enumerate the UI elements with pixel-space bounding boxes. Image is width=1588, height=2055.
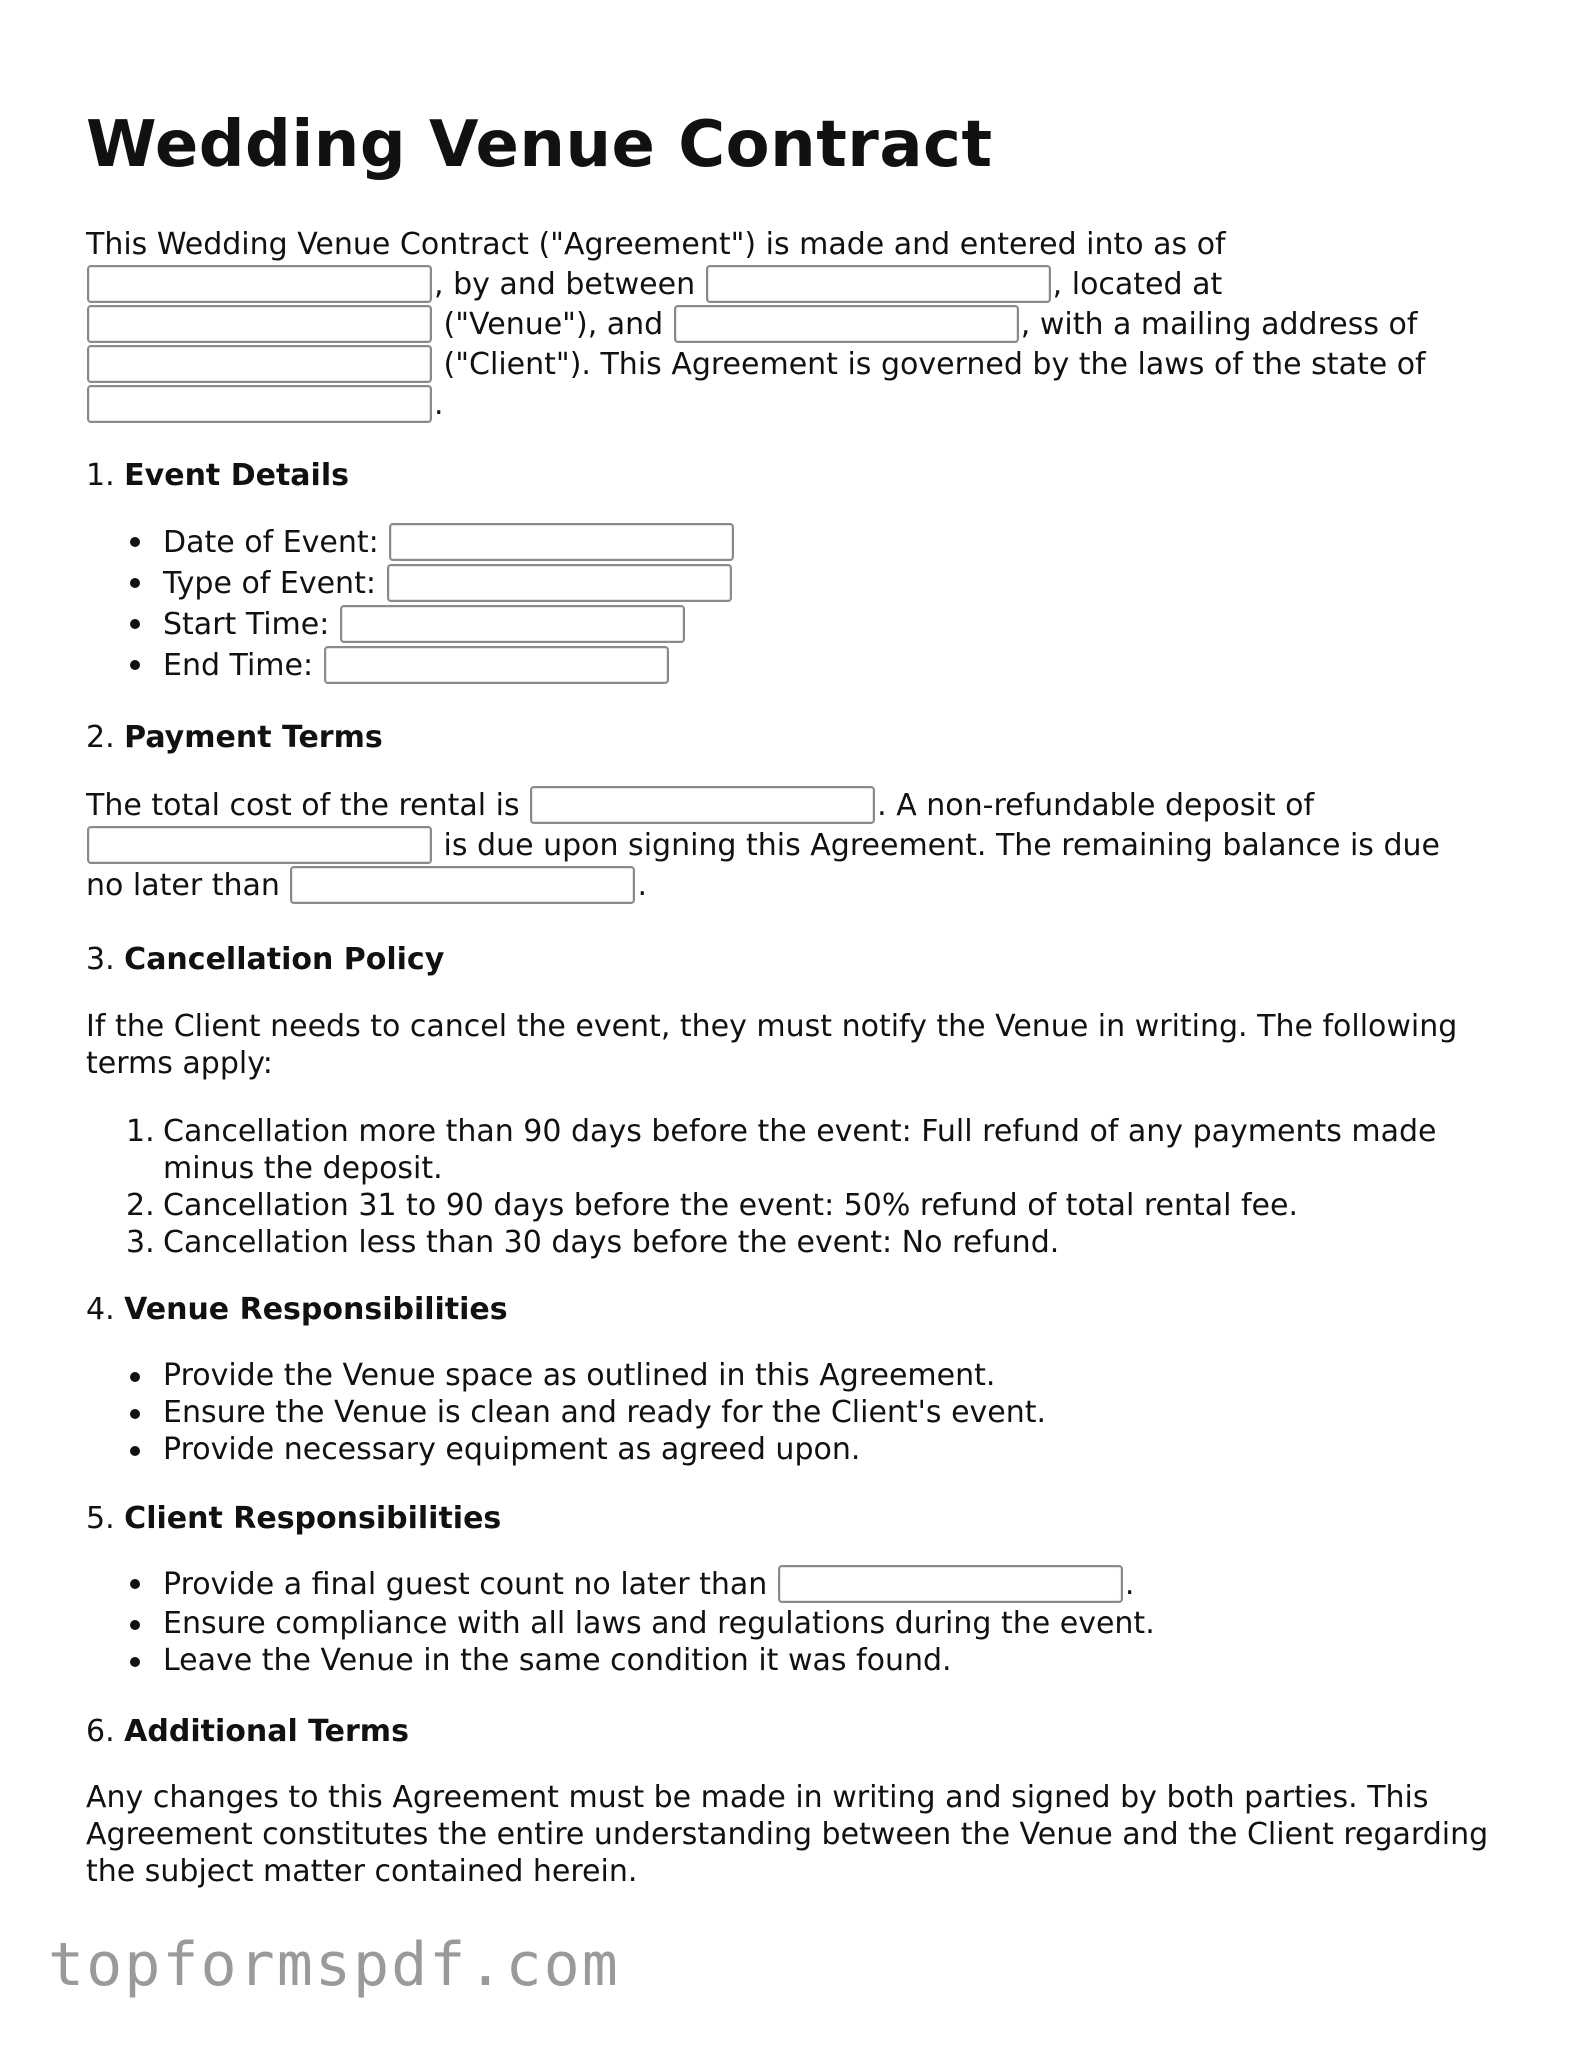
venue-name-field[interactable]	[706, 265, 1051, 303]
list-item: End Time:	[86, 645, 1516, 686]
additional-terms-paragraph: Any changes to this Agreement must be made in writing and signed by both parties. This Agreement constitutes the entire understanding between the Venue and the Client regarding the subject matter contained herein.	[86, 1780, 1489, 1889]
list-item: 2. Cancellation 31 to 90 days before the event: 50% refund of total rental fee.	[126, 1188, 1298, 1223]
section-client-responsibilities-heading: 5. Client Responsibilities	[86, 1501, 502, 1536]
intro-paragraph: This Wedding Venue Contract ("Agreement") is made and entered into as of , by and between , located at ("Venue"), and , with a mailing address of ("Client"). This Agreement is governed by the laws of the state of .	[86, 227, 1426, 422]
section-event-details-heading: 1. Event Details	[86, 458, 349, 493]
section-venue-responsibilities-heading: 4. Venue Responsibilities	[86, 1292, 508, 1327]
payment-paragraph: The total cost of the rental is . A non-refundable deposit of is due upon signing this Agreement. The remaining balance is due no later than .	[86, 786, 1516, 906]
section-payment-terms-heading: 2. Payment Terms	[86, 720, 383, 755]
list-item: Date of Event:	[86, 522, 1516, 563]
list-item: 1. Cancellation more than 90 days before the event: Full refund of any payments made minus the deposit.	[126, 1114, 1437, 1186]
watermark: topformspdf.com	[48, 1930, 620, 2000]
client-address-field[interactable]	[87, 345, 432, 383]
end-time-field[interactable]	[324, 646, 669, 684]
event-type-field[interactable]	[387, 564, 732, 602]
governing-state-field[interactable]	[87, 385, 432, 423]
list-item: Provide the Venue space as outlined in this Agreement.	[86, 1357, 1516, 1394]
total-cost-field[interactable]	[530, 786, 875, 824]
deposit-amount-field[interactable]	[87, 826, 432, 864]
list-item: Ensure compliance with all laws and regulations during the event.	[86, 1605, 1516, 1642]
venue-responsibilities-list	[86, 1357, 1516, 1468]
cancellation-list	[86, 1113, 1516, 1261]
list-item: Ensure the Venue is clean and ready for the Client's event.	[86, 1394, 1516, 1431]
list-item: Provide a final guest count no later than .	[86, 1564, 1516, 1605]
event-details-list	[86, 522, 1516, 686]
section-additional-terms-heading: 6. Additional Terms	[86, 1714, 409, 1749]
list-item: Start Time:	[86, 604, 1516, 645]
cancellation-intro: If the Client needs to cancel the event, they must notify the Venue in writing. The following terms apply:	[86, 1009, 1458, 1081]
agreement-date-field[interactable]	[87, 265, 432, 303]
list-item: Leave the Venue in the same condition it was found.	[86, 1642, 1516, 1679]
list-item: Type of Event:	[86, 563, 1516, 604]
guest-count-date-field[interactable]	[778, 1565, 1123, 1603]
section-cancellation-heading: 3. Cancellation Policy	[86, 942, 445, 977]
client-name-field[interactable]	[674, 305, 1019, 343]
page-title: Wedding Venue Contract	[86, 108, 993, 182]
venue-address-field[interactable]	[87, 305, 432, 343]
list-item: Provide necessary equipment as agreed upon.	[86, 1431, 1516, 1468]
list-item: 3. Cancellation less than 30 days before the event: No refund.	[126, 1225, 1060, 1260]
client-responsibilities-list	[86, 1564, 1516, 1679]
event-date-field[interactable]	[389, 523, 734, 561]
balance-due-date-field[interactable]	[290, 866, 635, 904]
start-time-field[interactable]	[340, 605, 685, 643]
